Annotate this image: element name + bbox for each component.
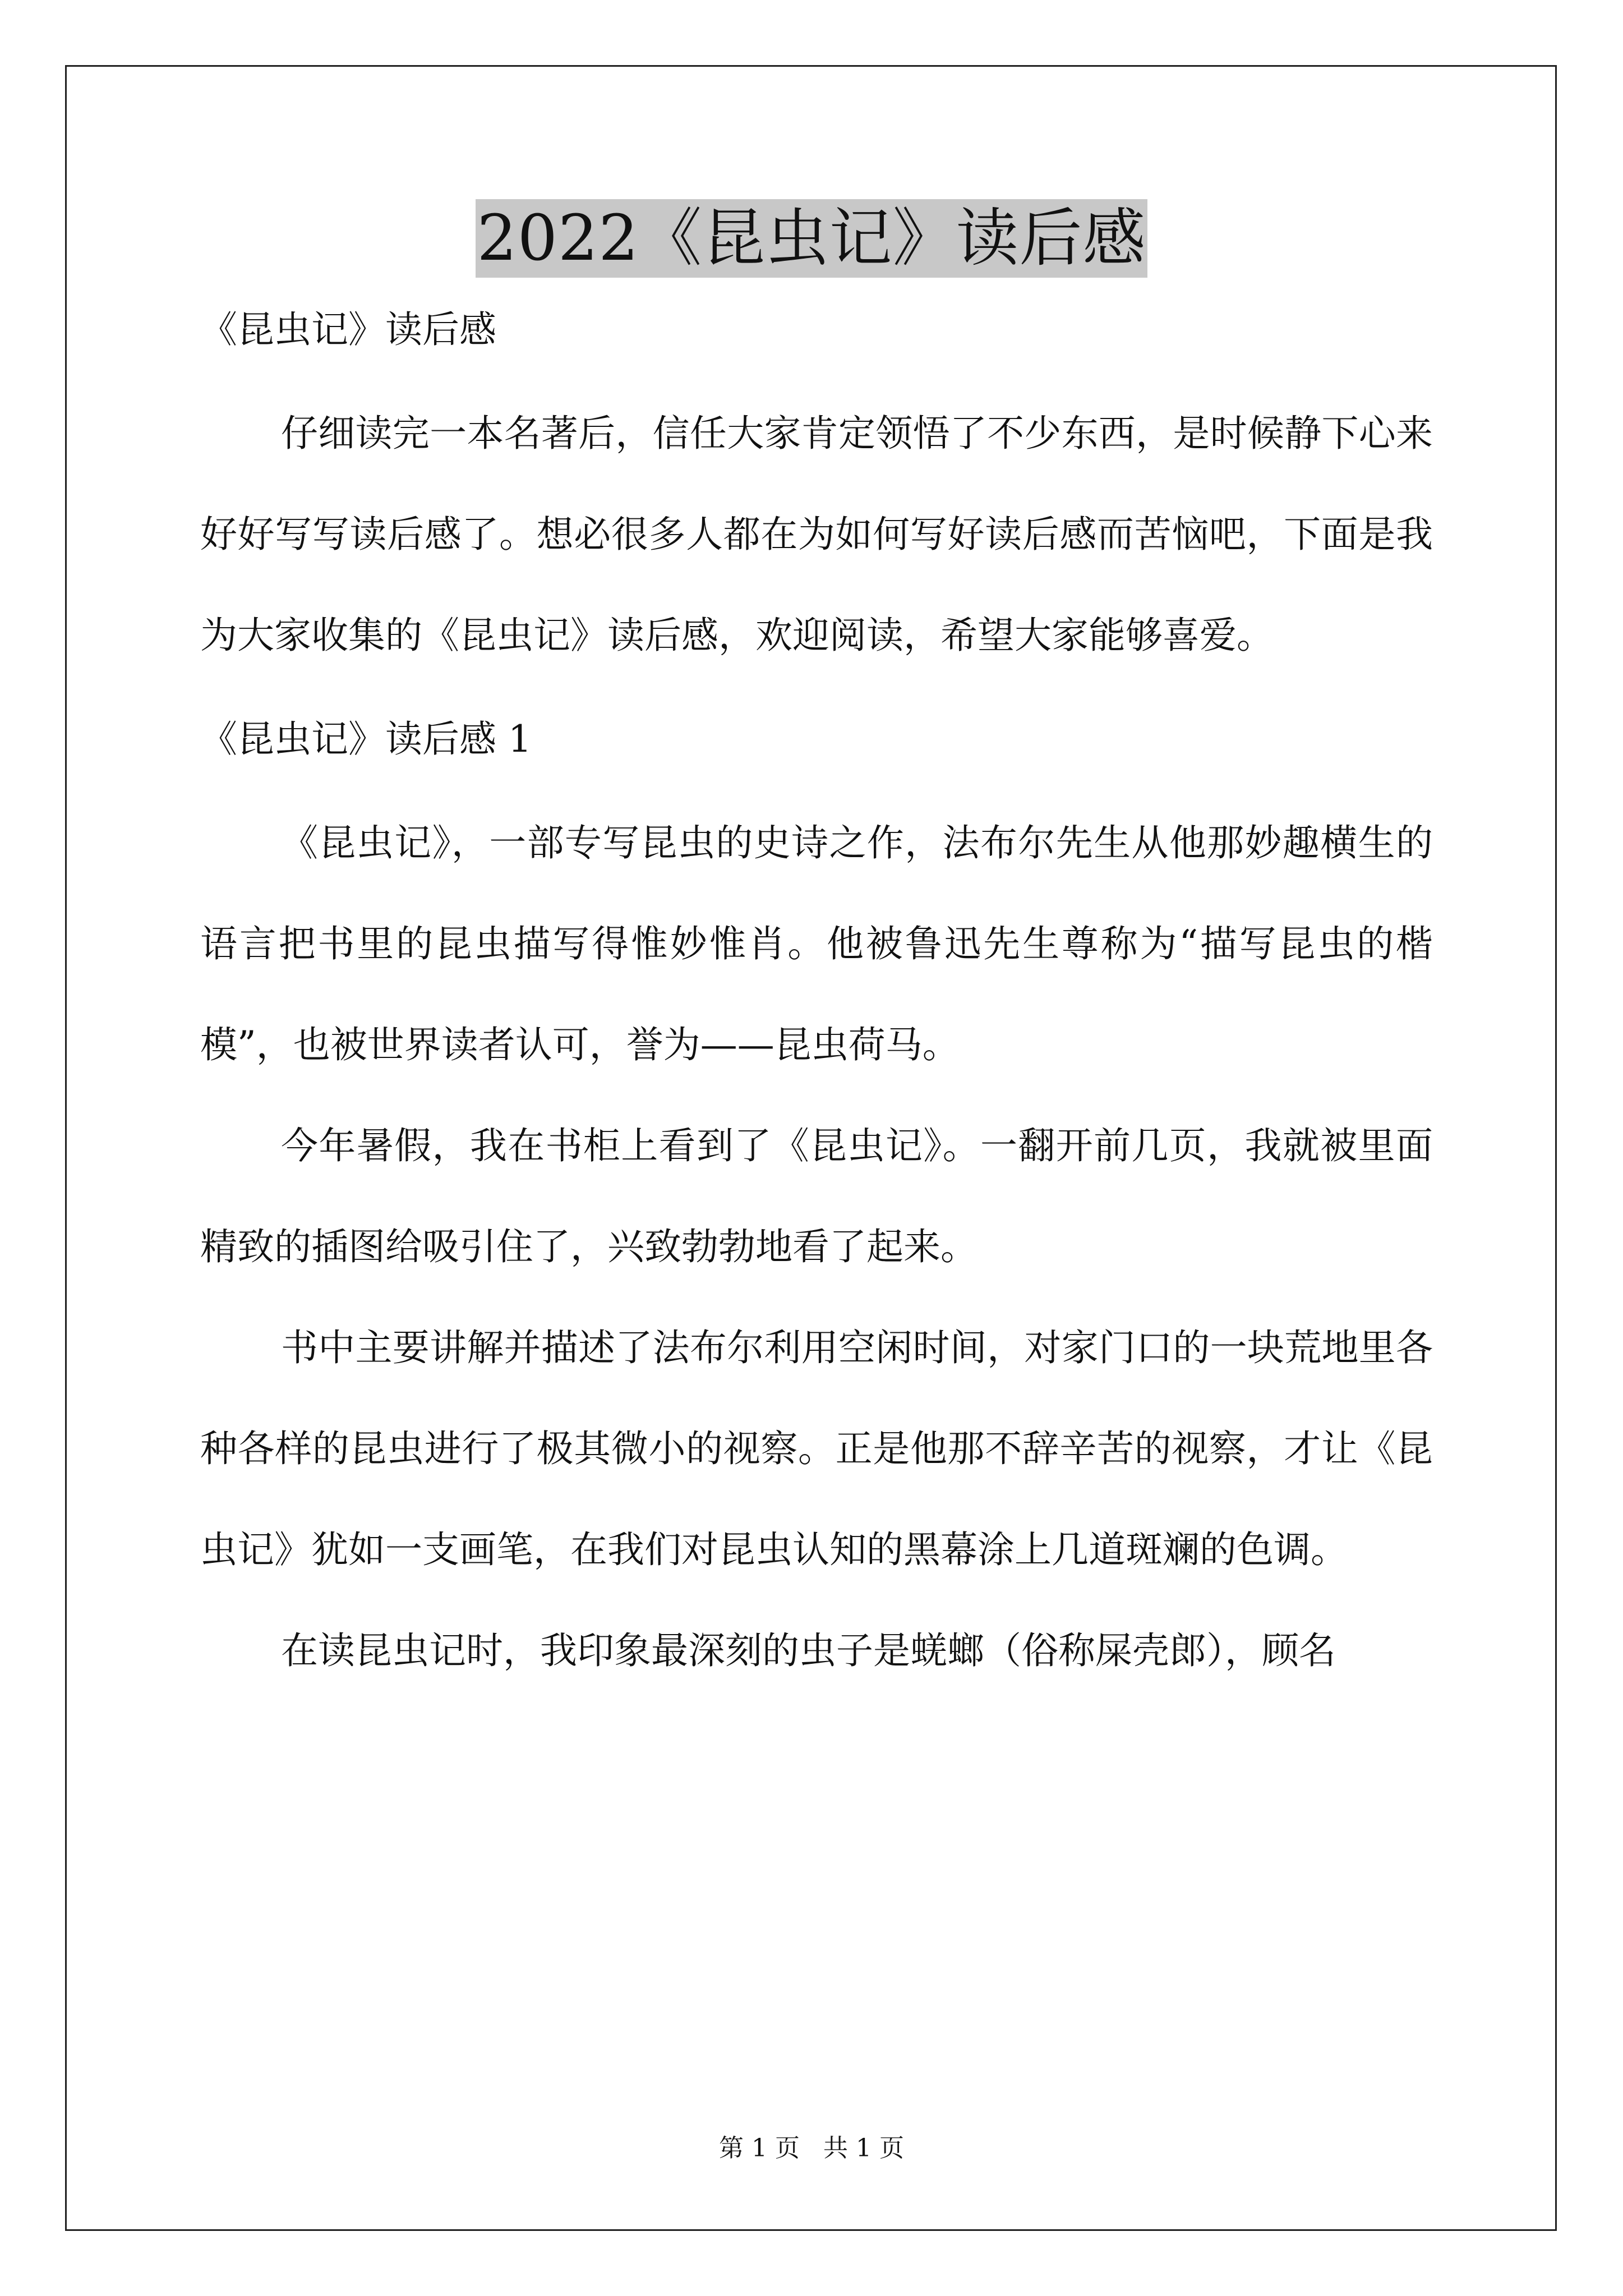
body-paragraph-3: 书中主要讲解并描述了法布尔利用空闲时间，对家门口的一块荒地里各种各样的昆虫进行了极其微小的视察。正是他那不辞辛苦的视察，才让《昆虫记》犹如一支画笔，在我们对昆虫认知的黑幕涂上几道斑斓的色调。 xyxy=(200,1326,1433,1571)
spacer xyxy=(200,686,1433,715)
title-container xyxy=(0,199,1623,278)
intro-paragraph: 仔细读完一本名著后，信任大家肯定领悟了不少东西，是时候静下心来好好写写读后感了。想必很多人都在为如何写好读后感而苦恼吧，下面是我为大家收集的《昆虫记》读后感，欢迎阅读，希望大家能够喜爱。 xyxy=(200,412,1433,657)
spacer xyxy=(200,763,1433,793)
body-paragraph-4: 在读昆虫记时，我印象最深刻的虫子是蜣螂（俗称屎壳郎），顾名 xyxy=(281,1629,1336,1672)
body-paragraph-1: 《昆虫记》，一部专写昆虫的史诗之作，法布尔先生从他那妙趣横生的语言把书里的昆虫描写得惟妙惟肖。他被鲁迅先生尊称为“描写昆虫的楷模”，也被世界读者认可，誉为——昆虫荷马。 xyxy=(200,821,1433,1066)
body-paragraph-2: 今年暑假，我在书柜上看到了《昆虫记》。一翻开前几页，我就被里面精致的插图给吸引住了，兴致勃勃地看了起来。 xyxy=(200,1124,1433,1268)
document-body xyxy=(200,306,1433,1701)
section-heading: 《昆虫记》读后感 1 xyxy=(200,717,532,761)
intro-heading: 《昆虫记》读后感 xyxy=(200,308,496,351)
page-footer: 第 1 页 共 1 页 xyxy=(719,2134,904,2162)
document-title: 2022《昆虫记》读后感 xyxy=(476,199,1147,278)
spacer xyxy=(200,354,1433,383)
